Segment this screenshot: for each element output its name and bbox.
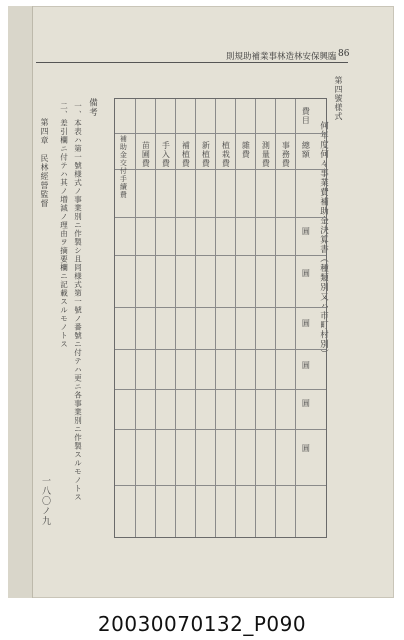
header-top: 費目 xyxy=(301,107,311,125)
notes-label: 備考 xyxy=(87,98,98,117)
unit-label: 圓 xyxy=(301,399,311,408)
unit-label: 圓 xyxy=(301,269,311,278)
row-header-4: 植栽費 xyxy=(221,141,231,168)
unit-label: 圓 xyxy=(301,361,311,370)
notes-item-1: 一、本表ハ第一號様式ノ事業別ニ作製シ且同様式第一號ノ番號ニ付テハ更ニ各事業別ニ作製スルモノトス xyxy=(73,102,83,502)
running-head-rule xyxy=(36,62,348,63)
form-number: 第四號様式 xyxy=(334,76,343,121)
catalog-id: 20030070132_P090 xyxy=(97,612,307,636)
form-title: 何年度何々事業費補助金決算書（種類別又ハ市町村別） xyxy=(318,121,329,359)
row-header-7: 手入費 xyxy=(161,141,171,168)
row-header-2: 測量費 xyxy=(261,141,271,168)
page-number: 86 xyxy=(338,49,350,59)
document-page xyxy=(36,6,394,598)
unit-label: 圓 xyxy=(301,227,311,236)
scanned-sheet xyxy=(8,6,394,598)
row-header-8: 苗圃費 xyxy=(141,141,151,168)
unit-label: 圓 xyxy=(301,319,311,328)
row-header-5: 新植費 xyxy=(201,141,211,168)
running-title: 則規助補業事林造林安保興臨 xyxy=(226,52,337,62)
chapter-label: 第四章 民林經營監督 xyxy=(40,118,49,208)
row-header-3: 雜費 xyxy=(241,141,251,159)
row-header-6: 補植費 xyxy=(181,141,191,168)
unit-label: 圓 xyxy=(301,444,311,453)
row-header-9: 補助金交付手續費 xyxy=(119,135,128,199)
settlement-table xyxy=(114,98,327,538)
footer-page-number: 一八〇ノ九 xyxy=(40,476,50,526)
notes-item-2: 二、差引欄ニ付テハ其ノ増減ノ理由ヲ摘要欄ニ記載スルモノトス xyxy=(59,102,69,349)
row-header-1: 事務費 xyxy=(281,141,291,168)
facing-page-edge xyxy=(8,6,33,598)
row-header-0: 總額 xyxy=(301,141,311,159)
